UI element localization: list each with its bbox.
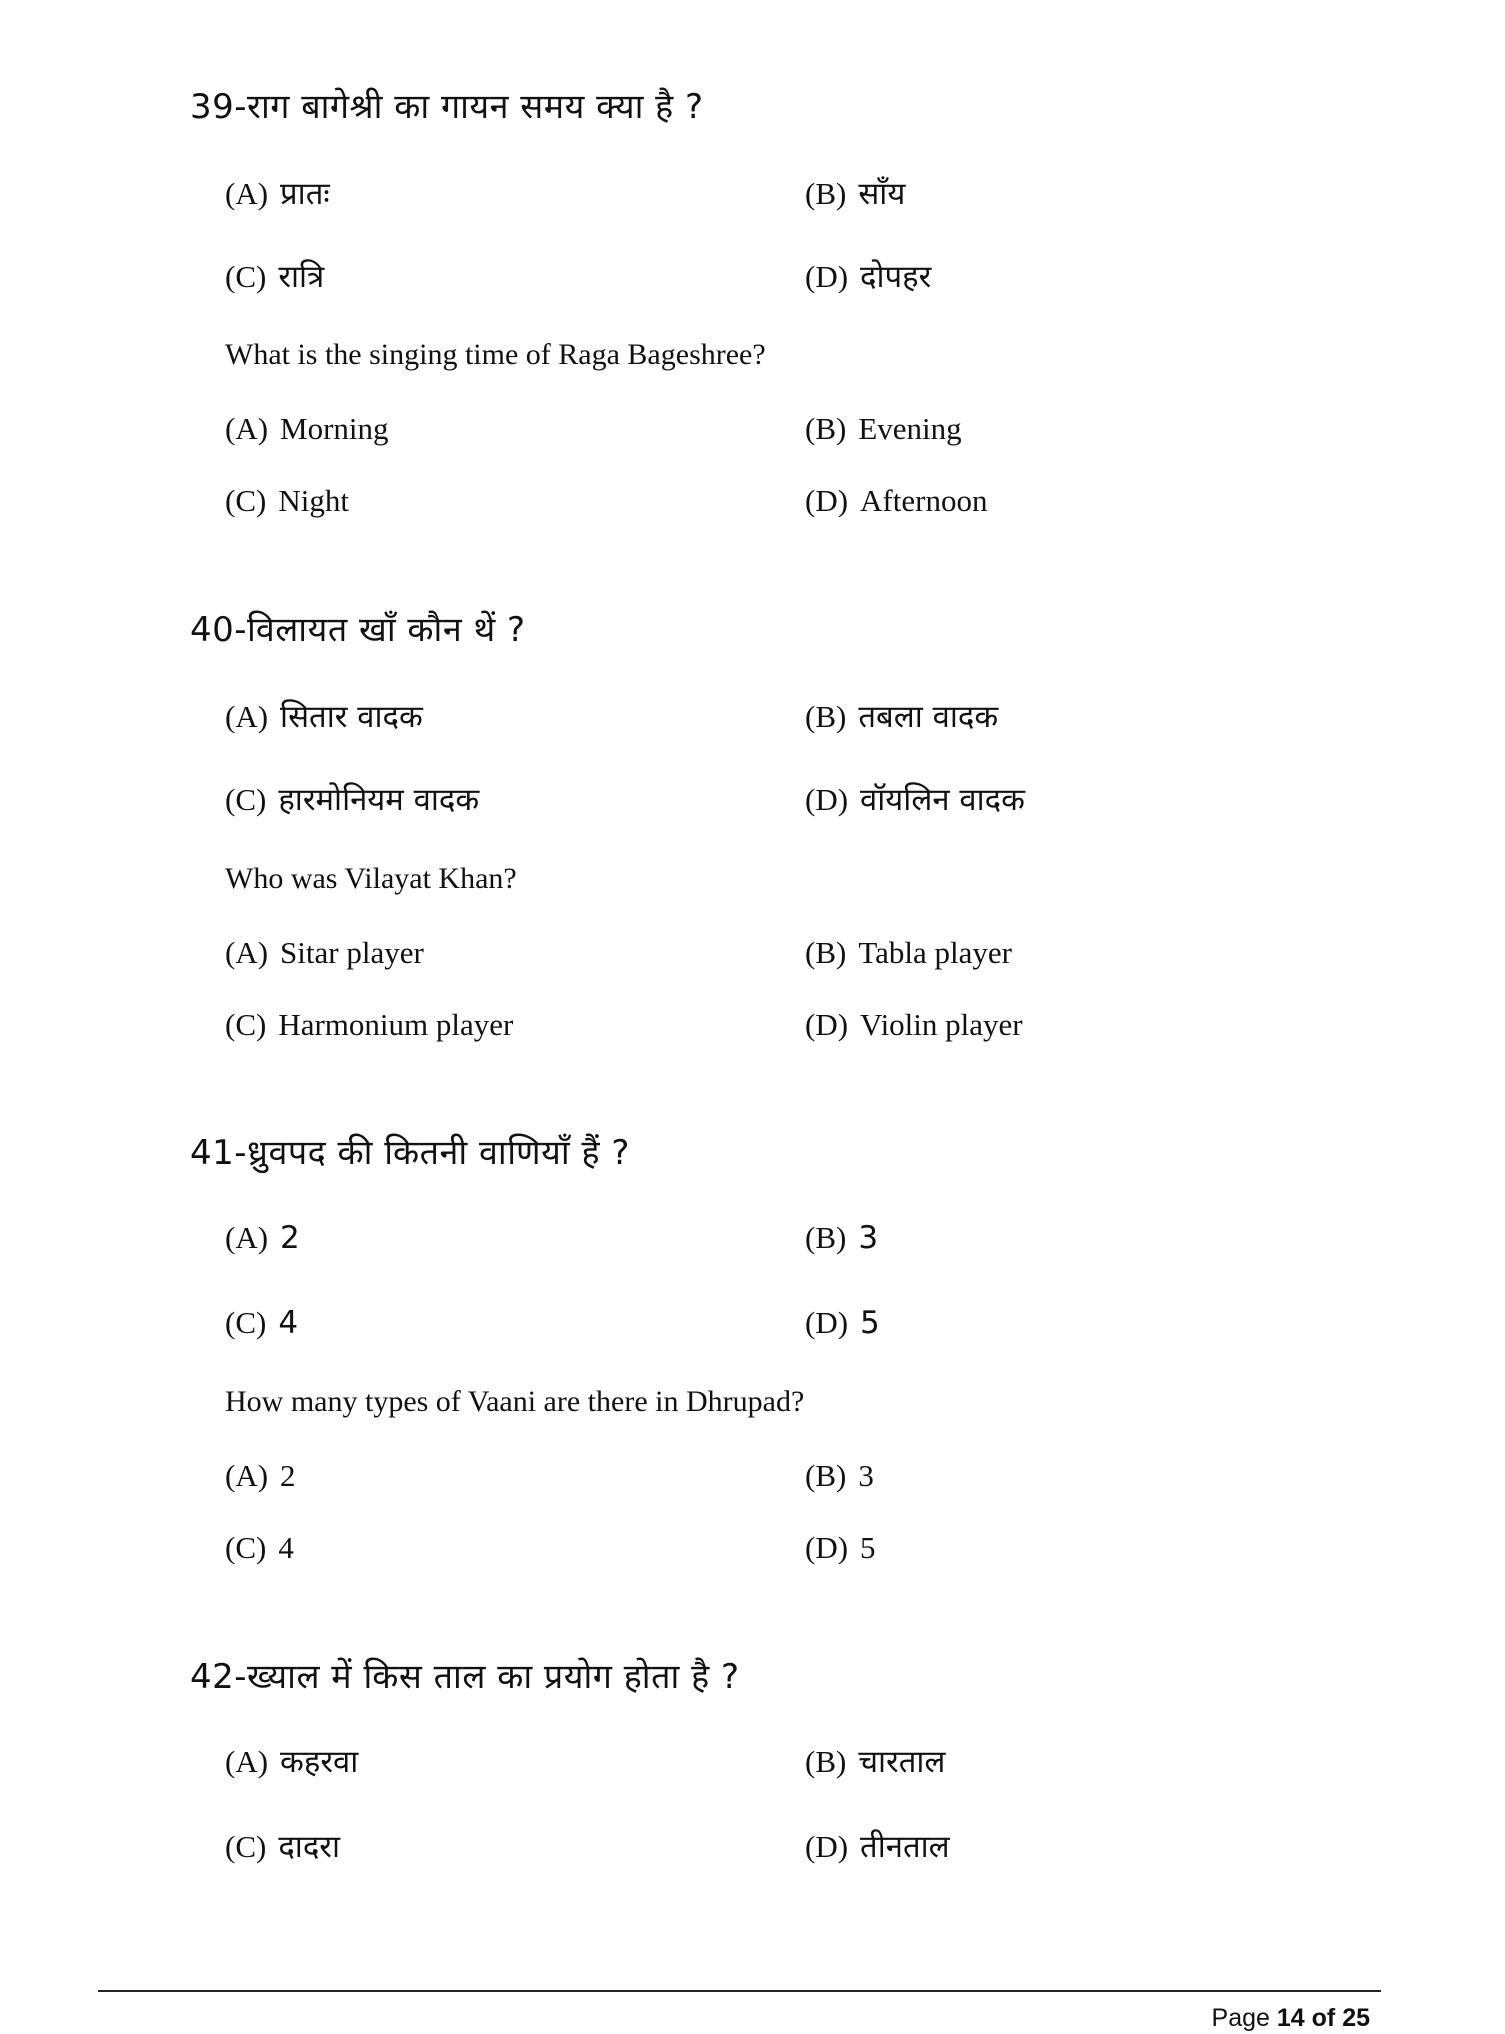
option-key: (A) [225, 1220, 269, 1255]
option-text: हारमोनियम वादक [278, 782, 480, 818]
option-a [225, 172, 330, 214]
option-text: तबला वादक [858, 699, 999, 735]
question-41-english: How many types of Vaani are there in Dhrupad? [225, 1385, 805, 1418]
option-key: (B) [805, 1220, 847, 1255]
option-key: (D) [805, 1530, 849, 1565]
option-a [225, 935, 424, 971]
option-key: (D) [805, 1305, 849, 1340]
option-d [805, 255, 931, 297]
option-d [805, 1825, 950, 1867]
option-b [805, 1740, 945, 1782]
option-c [225, 1825, 340, 1867]
option-text: दादरा [278, 1829, 340, 1865]
option-key: (A) [225, 1458, 269, 1493]
option-key: (B) [805, 699, 847, 734]
option-key: (D) [805, 1829, 849, 1864]
option-text: कहरवा [280, 1744, 359, 1780]
page-word: Page [1211, 2004, 1270, 2032]
option-text: 2 [280, 1458, 296, 1493]
option-text: Afternoon [860, 483, 988, 518]
question-41-hindi: 41-ध्रुवपद की कितनी वाणियाँ हैं ? [190, 1133, 630, 1173]
option-a [225, 1220, 300, 1256]
option-c [225, 778, 479, 820]
option-b [805, 1220, 878, 1256]
option-key: (B) [805, 176, 847, 211]
option-text: साँय [858, 176, 906, 212]
option-text: दोपहर [860, 259, 932, 295]
option-c [225, 255, 324, 297]
option-text: 3 [858, 1220, 879, 1256]
option-a [225, 411, 389, 447]
option-key: (C) [225, 1007, 267, 1042]
option-text: Evening [858, 411, 962, 446]
option-text: रात्रि [278, 259, 325, 295]
question-39-english: What is the singing time of Raga Bageshree? [225, 338, 766, 371]
option-text: 3 [858, 1458, 874, 1493]
option-c [225, 1305, 298, 1341]
option-a [225, 1740, 358, 1782]
option-key: (B) [805, 1744, 847, 1779]
option-c [225, 1530, 294, 1566]
option-c [225, 483, 349, 519]
question-39-hindi: 39-राग बागेश्री का गायन समय क्या है ? [190, 87, 704, 127]
option-b [805, 695, 998, 737]
option-text: 2 [280, 1220, 300, 1256]
option-text: Night [278, 483, 349, 518]
option-key: (A) [225, 411, 269, 446]
option-text: सितार वादक [280, 699, 423, 735]
option-key: (C) [225, 782, 267, 817]
option-key: (D) [805, 1007, 849, 1042]
option-text: 5 [860, 1530, 876, 1565]
option-key: (A) [225, 1744, 269, 1779]
option-text: तीनताल [860, 1829, 950, 1865]
footer-divider [98, 1990, 1381, 1992]
option-text: 5 [860, 1305, 880, 1341]
option-text: चारताल [858, 1744, 946, 1780]
option-text: Tabla player [858, 935, 1012, 970]
page-number [1212, 2004, 1370, 2033]
option-d [805, 1305, 880, 1341]
option-key: (A) [225, 176, 269, 211]
option-key: (B) [805, 935, 847, 970]
question-40-hindi: 40-विलायत खाँ कौन थें ? [190, 610, 526, 650]
option-key: (D) [805, 259, 849, 294]
option-d [805, 1007, 1023, 1043]
option-key: (C) [225, 1305, 267, 1340]
option-key: (C) [225, 259, 267, 294]
option-d [805, 483, 987, 519]
option-c [225, 1007, 513, 1043]
option-text: Morning [280, 411, 389, 446]
option-key: (D) [805, 483, 849, 518]
option-text: Harmonium player [278, 1007, 514, 1042]
option-key: (A) [225, 699, 269, 734]
option-b [805, 1458, 874, 1494]
option-key: (C) [225, 1530, 267, 1565]
option-d [805, 1530, 876, 1566]
option-text: वॉयलिन वादक [860, 782, 1025, 818]
option-key: (B) [805, 411, 847, 446]
option-b [805, 411, 962, 447]
question-40-english: Who was Vilayat Khan? [225, 862, 517, 895]
total-pages: 25 [1342, 2004, 1370, 2032]
option-text: Sitar player [280, 935, 424, 970]
option-d [805, 778, 1025, 820]
question-42-hindi: 42-ख्याल में किस ताल का प्रयोग होता है ? [190, 1657, 740, 1697]
option-text: प्रातः [280, 176, 330, 212]
option-a [225, 1458, 296, 1494]
option-text: Violin player [860, 1007, 1023, 1042]
current-page: 14 [1276, 2004, 1305, 2032]
option-a [225, 695, 423, 737]
of-word: of [1311, 2004, 1336, 2032]
option-text: 4 [278, 1530, 294, 1565]
option-key: (C) [225, 483, 267, 518]
option-b [805, 935, 1012, 971]
option-key: (A) [225, 935, 269, 970]
option-b [805, 172, 905, 214]
option-text: 4 [278, 1305, 299, 1341]
option-key: (B) [805, 1458, 847, 1493]
option-key: (D) [805, 782, 849, 817]
option-key: (C) [225, 1829, 267, 1864]
